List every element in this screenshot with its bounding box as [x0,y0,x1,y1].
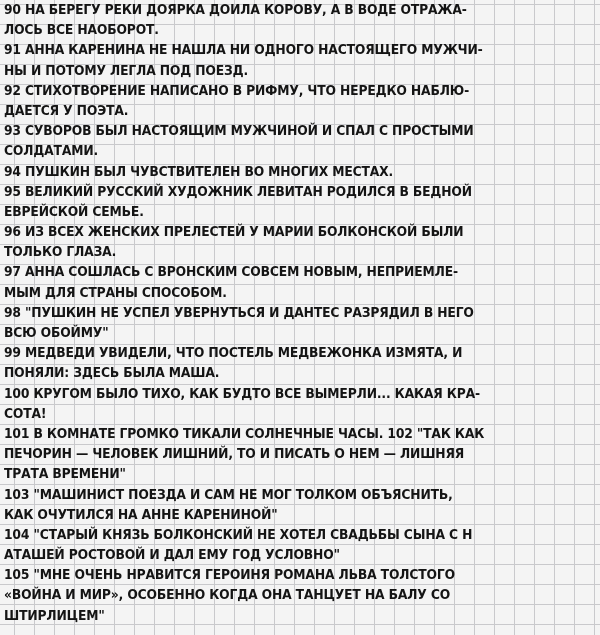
list-item [4,1,596,41]
list-item [4,566,596,627]
notebook-page [4,1,596,627]
list-item [4,425,596,486]
list-item [4,263,596,303]
list-item [4,304,596,344]
text-line: СОЛДАТАМИ. [4,144,99,160]
text-line: 100 КРУГОМ БЫЛО ТИХО, КАК БУДТО ВСЕ ВЫМЕРЛИ... КАКАЯ КРА- [4,386,480,402]
text-line: ЛОСЬ ВСЕ НАОБОРОТ. [4,23,159,39]
text-line: 105 "МНЕ ОЧЕНЬ НРАВИТСЯ ГЕРОИНЯ РОМАНА ЛЬВА ТОЛСТОГО [4,568,455,584]
text-line: НЫ И ПОТОМУ ЛЕГЛА ПОД ПОЕЗД. [4,63,249,79]
text-line: 99 МЕДВЕДИ УВИДЕЛИ, ЧТО ПОСТЕЛЬ МЕДВЕЖОНКА ИЗМЯТА, И [4,346,463,362]
text-line: ПОНЯЛИ: ЗДЕСЬ БЫЛА МАША. [4,366,220,382]
text-line: 90 НА БЕРЕГУ РЕКИ ДОЯРКА ДОИЛА КОРОВУ, А В ВОДЕ ОТРАЖА- [4,3,467,18]
text-line: 95 ВЕЛИКИЙ РУССКИЙ ХУДОЖНИК ЛЕВИТАН РОДИЛСЯ В БЕДНОЙ [4,184,472,200]
text-line: ШТИРЛИЦЕМ" [4,608,105,624]
text-line: ДАЕТСЯ У ПОЭТА. [4,103,129,119]
text-line: 91 АННА КАРЕНИНА НЕ НАШЛА НИ ОДНОГО НАСТОЯЩЕГО МУЖЧИ- [4,43,483,59]
text-line: КАК ОЧУТИЛСЯ НА АННЕ КАРЕНИНОЙ" [4,507,278,523]
text-line: СОТА! [4,406,47,422]
text-line: «ВОЙНА И МИР», ОСОБЕННО КОГДА ОНА ТАНЦУЕТ НА БАЛУ СО [4,588,451,604]
list-item [4,486,596,526]
list-item [4,526,596,566]
text-line: ТРАТА ВРЕМЕНИ" [4,467,126,483]
text-line: 92 СТИХОТВОРЕНИЕ НАПИСАНО В РИФМУ, ЧТО НЕРЕДКО НАБЛЮ- [4,83,470,99]
text-line: МЫМ ДЛЯ СТРАНЫ СПОСОБОМ. [4,285,227,301]
text-line: ТОЛЬКО ГЛАЗА. [4,245,117,261]
text-line: ПЕЧОРИН — ЧЕЛОВЕК ЛИШНИЙ, ТО И ПИСАТЬ О НЕМ — ЛИШНЯЯ [4,447,465,463]
list-item [4,344,596,384]
text-line: 93 СУВОРОВ БЫЛ НАСТОЯЩИМ МУЖЧИНОЙ И СПАЛ С ПРОСТЫМИ [4,124,474,140]
text-line: 98 "ПУШКИН НЕ УСПЕЛ УВЕРНУТЬСЯ И ДАНТЕС РАЗРЯДИЛ В НЕГО [4,305,474,321]
text-line: ВСЮ ОБОЙМУ" [4,326,109,341]
list-item [4,385,596,425]
text-line: 101 В КОМНАТЕ ГРОМКО ТИКАЛИ СОЛНЕЧНЫЕ ЧАСЫ. 102 "ТАК КАК [4,426,485,442]
text-line: АТАШЕЙ РОСТОВОЙ И ДАЛ ЕМУ ГОД УСЛОВНО" [4,548,340,564]
text-line: ЕВРЕЙСКОЙ СЕМЬЕ. [4,204,144,220]
list-item [4,163,596,183]
text-line: 94 ПУШКИН БЫЛ ЧУВСТВИТЕЛЕН ВО МНОГИХ МЕСТАХ. [4,164,394,180]
list-item [4,41,596,81]
text-line: 104 "СТАРЫЙ КНЯЗЬ БОЛКОНСКИЙ НЕ ХОТЕЛ СВАДЬБЫ СЫНА С Н [4,527,473,543]
list-item [4,183,596,223]
text-line: 97 АННА СОШЛАСЬ С ВРОНСКИМ СОВСЕМ НОВЫМ, НЕПРИЕМЛЕ- [4,265,458,281]
list-item [4,223,596,263]
list-item [4,82,596,122]
text-line: 103 "МАШИНИСТ ПОЕЗДА И САМ НЕ МОГ ТОЛКОМ ОБЪЯСНИТЬ, [4,487,453,503]
text-line: 96 ИЗ ВСЕХ ЖЕНСКИХ ПРЕЛЕСТЕЙ У МАРИИ БОЛКОНСКОЙ БЫЛИ [4,225,464,241]
list-item [4,122,596,162]
